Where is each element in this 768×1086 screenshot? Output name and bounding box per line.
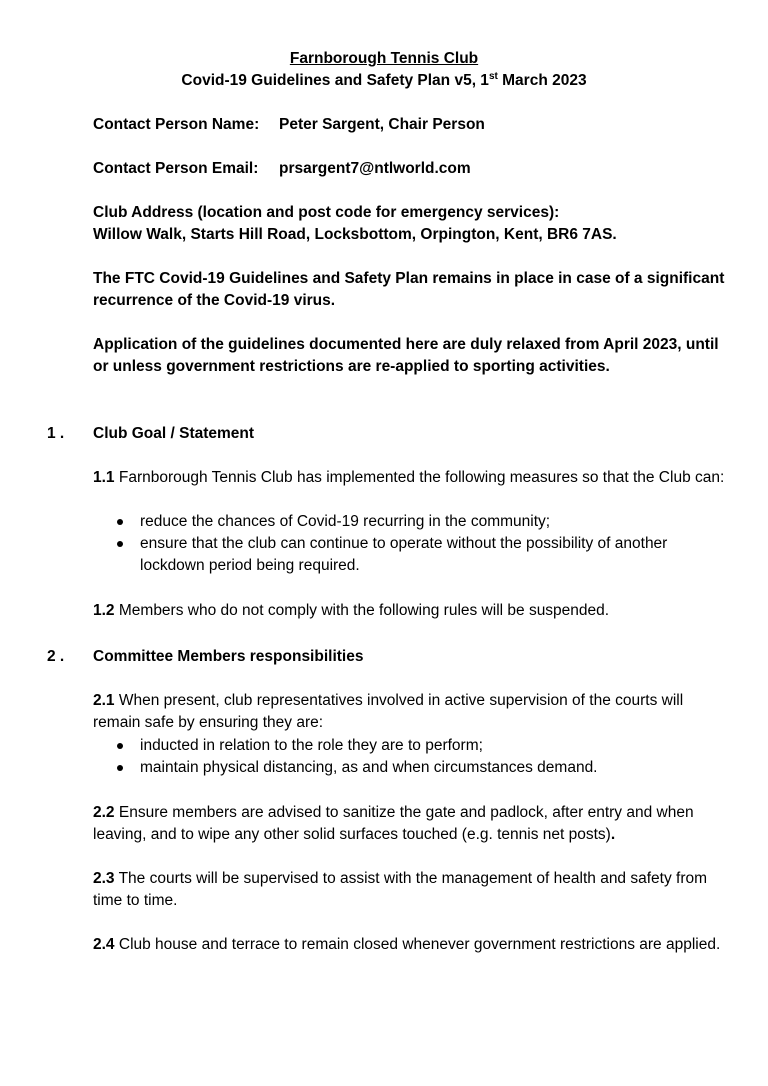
section-1-heading: Club Goal / Statement	[93, 425, 255, 442]
section-2-1-number: 2.1	[93, 692, 115, 709]
club-name: Farnborough Tennis Club	[289, 50, 479, 67]
club-address-block	[93, 202, 733, 246]
section-1-2-text: Members who do not comply with the following rules will be suspended.	[114, 602, 610, 619]
club-address-value: Willow Walk, Starts Hill Road, Locksbottom, Orpington, Kent, BR6 7AS.	[93, 226, 617, 243]
section-1-2-number: 1.2	[93, 602, 115, 619]
intro-paragraph-1: The FTC Covid-19 Guidelines and Safety Plan remains in place in case of a significant recurrence of the Covid-19 virus.	[93, 270, 725, 309]
contact-email-label: Contact Person Email:	[93, 160, 259, 177]
contact-email-value: prsargent7@ntlworld.com	[279, 160, 471, 177]
section-2-4-number: 2.4	[93, 936, 115, 953]
contact-email-row	[93, 158, 733, 180]
bullet-icon	[117, 541, 123, 547]
contact-name-label: Contact Person Name:	[93, 116, 260, 133]
section-1-1-text: Farnborough Tennis Club has implemented the following measures so that the Club can:	[114, 469, 725, 486]
section-2-3-number: 2.3	[93, 870, 115, 887]
section-2-2-paragraph	[93, 802, 733, 846]
bullet-text: inducted in relation to the role they are to perform;	[140, 737, 483, 754]
section-2-number: 2 .	[47, 648, 65, 665]
section-2-4-text: Club house and terrace to remain closed whenever government restrictions are applied.	[114, 936, 721, 953]
section-1-bullet-list	[93, 511, 733, 577]
club-name-heading	[0, 48, 768, 70]
section-2-bullet-list	[93, 735, 733, 779]
section-2-2-end: .	[610, 826, 616, 843]
bullet-text: maintain physical distancing, as and when circumstances demand.	[140, 759, 598, 776]
section-2-heading: Committee Members responsibilities	[93, 648, 364, 665]
list-item	[93, 735, 733, 757]
section-1-1-paragraph	[93, 467, 733, 489]
document-title-end: March 2023	[497, 72, 587, 89]
contact-name-row	[93, 114, 733, 136]
section-2-4-paragraph	[93, 934, 733, 956]
club-address-label: Club Address (location and post code for emergency services):	[93, 204, 560, 221]
section-1-number: 1 .	[47, 425, 65, 442]
document-title-superscript: st	[488, 70, 498, 82]
list-item	[93, 533, 733, 577]
section-1-1-number: 1.1	[93, 469, 115, 486]
section-2-2-text: Ensure members are advised to sanitize the gate and padlock, after entry and when leaving, and to wipe any other solid surfaces touched (e.g. tennis net posts)	[93, 804, 694, 843]
section-2-2-number: 2.2	[93, 804, 115, 821]
intro-paragraph-2: Application of the guidelines documented here are duly relaxed from April 2023, until or unless government restrictions are re-applied to sporting activities.	[93, 336, 719, 375]
bullet-icon	[117, 743, 123, 749]
document-title-main: Covid-19 Guidelines and Safety Plan v5, 1	[181, 72, 489, 89]
section-2-1-paragraph	[93, 690, 733, 734]
document-title	[0, 70, 768, 92]
contact-name-value: Peter Sargent, Chair Person	[279, 116, 485, 133]
section-2-1-text: When present, club representatives involved in active supervision of the courts will remain safe by ensuring they are:	[93, 692, 684, 731]
section-2-3-paragraph	[93, 868, 733, 912]
bullet-icon	[117, 765, 123, 771]
bullet-text: reduce the chances of Covid-19 recurring in the community;	[140, 513, 551, 530]
section-2-3-text: The courts will be supervised to assist with the management of health and safety from time to time.	[93, 870, 708, 909]
bullet-text: ensure that the club can continue to operate without the possibility of another lockdown period being required.	[140, 535, 668, 574]
section-1-2-paragraph	[93, 600, 733, 622]
list-item	[93, 757, 733, 779]
list-item	[93, 511, 733, 533]
bullet-icon	[117, 519, 123, 525]
